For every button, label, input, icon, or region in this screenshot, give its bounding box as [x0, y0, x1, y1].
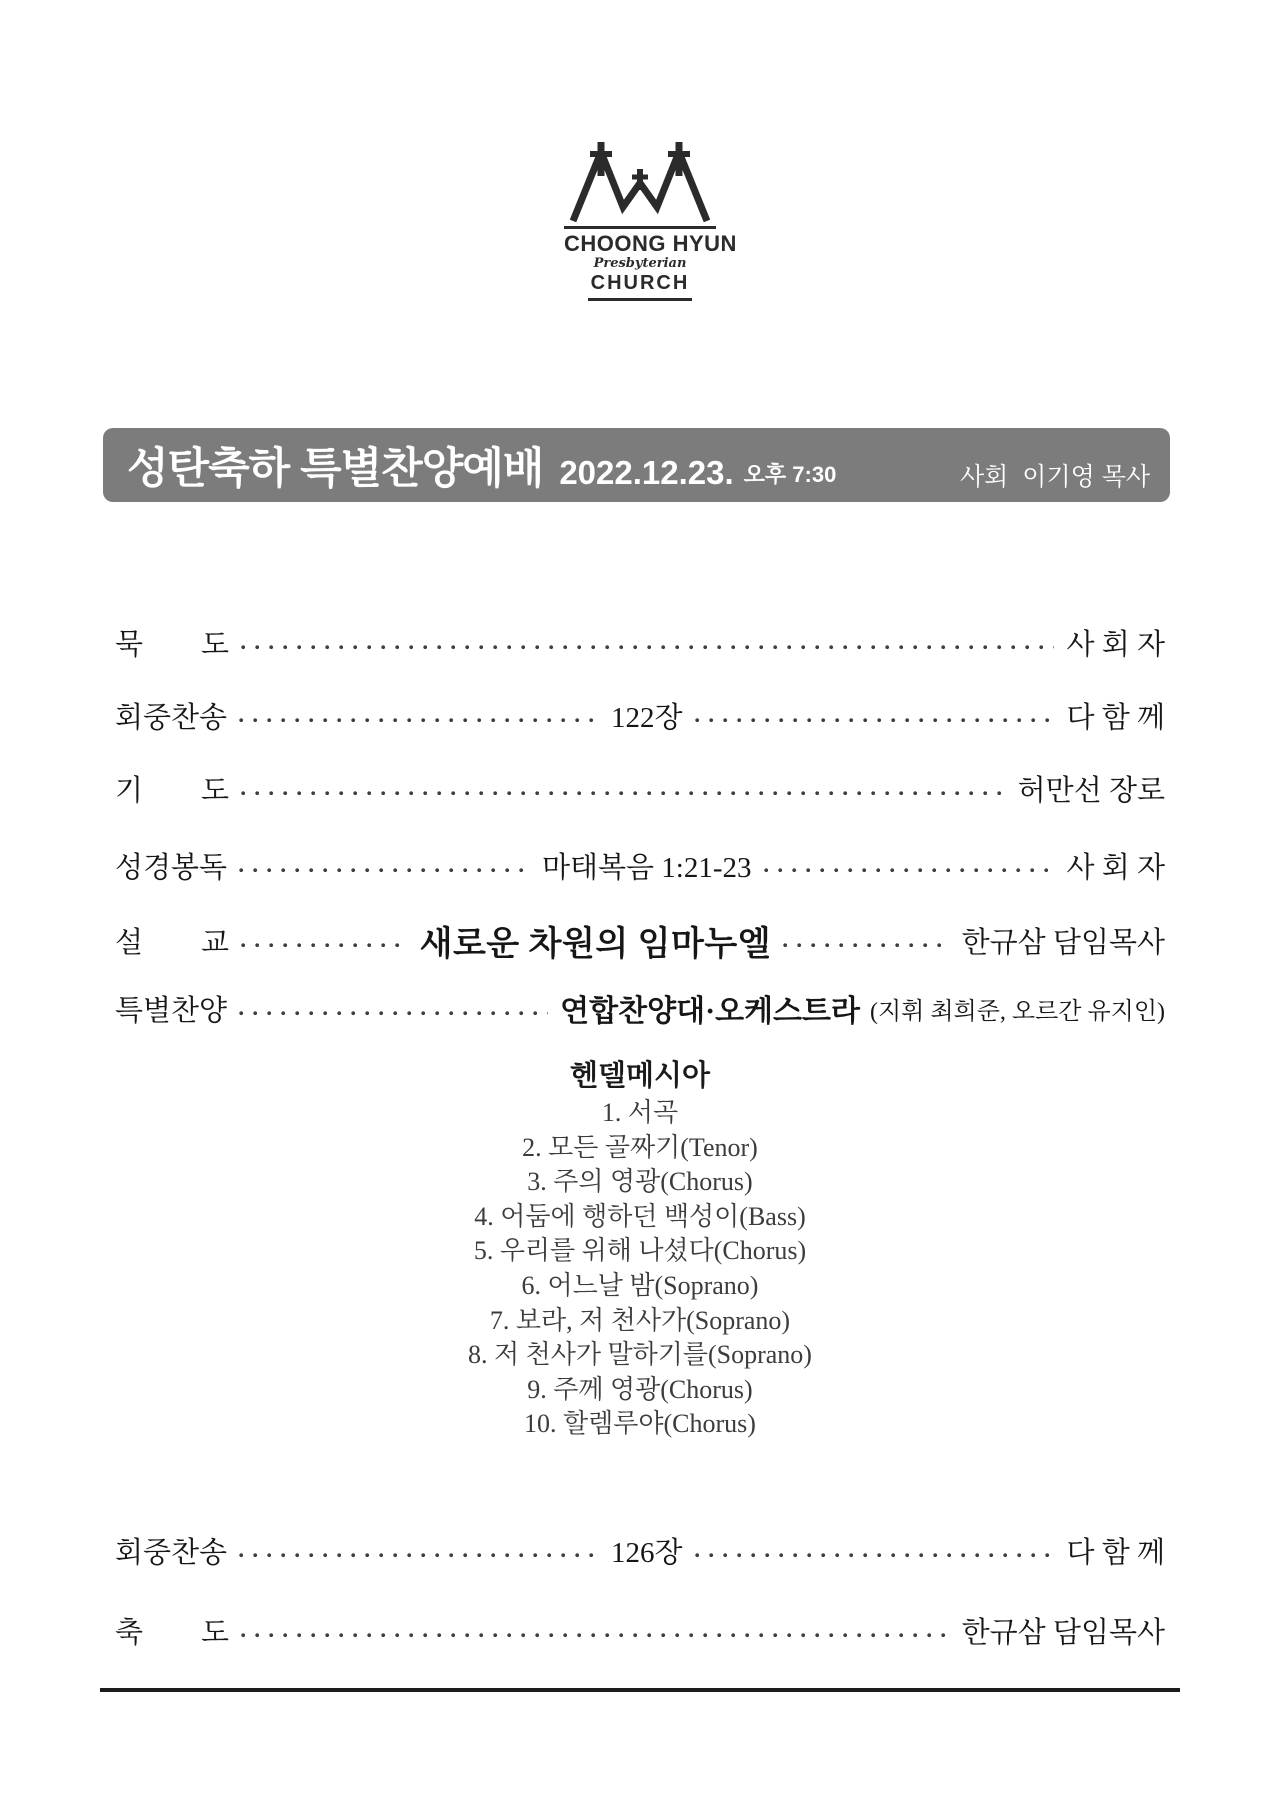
program-item-center: 연합찬양대·오케스트라	[560, 995, 860, 1028]
messiah-item: 6. 어느날 밤(Soprano)	[521, 1270, 759, 1300]
logo-denomination: Presbyterian	[593, 256, 687, 272]
program-item-center: 마태복음 1:21-23	[542, 851, 752, 884]
dot-leader	[241, 1633, 950, 1638]
dot-leader	[239, 1553, 599, 1558]
program-row-sermon	[115, 918, 1165, 962]
program-item-label: 회중찬송	[115, 1536, 228, 1569]
program-item-label: 회중찬송	[115, 701, 228, 734]
program-item-label: 설 교	[115, 926, 230, 959]
program-item-label: 성경봉독	[115, 851, 228, 884]
messiah-item: 8. 저 천사가 말하기를(Soprano)	[468, 1340, 812, 1370]
dot-leader	[241, 645, 1054, 650]
messiah-item: 1. 서곡	[601, 1098, 679, 1127]
messiah-item: 3. 주의 영광(Chorus)	[527, 1167, 753, 1197]
program-item-center: 122장	[611, 701, 683, 734]
dot-leader	[239, 1011, 548, 1016]
service-time: 오후 7:30	[743, 462, 837, 487]
logo-church-word: CHURCH	[590, 272, 690, 295]
dot-leader	[241, 943, 408, 948]
logo-rule-bottom	[588, 298, 692, 301]
messiah-item: 2. 모든 골짜기(Tenor)	[522, 1132, 758, 1162]
program-item-right: 사 회 자	[1066, 851, 1166, 884]
program-item-label: 특별찬양	[115, 994, 228, 1027]
program-row-scripture	[115, 845, 1165, 885]
messiah-item: 5. 우리를 위해 나셨다(Chorus)	[473, 1236, 807, 1266]
service-date: 2022.12.23.	[559, 454, 734, 491]
dot-leader	[764, 868, 1055, 873]
presider-label: 사회	[959, 463, 1009, 491]
program-row-special-music	[115, 988, 1165, 1028]
dot-leader	[241, 791, 1006, 796]
program-item-center: 새로운 차원의 임마누엘	[419, 925, 772, 963]
program-item-label: 묵 도	[115, 628, 230, 661]
program-item-right: 한규삼 담임목사	[961, 1616, 1165, 1649]
dot-leader	[695, 718, 1055, 723]
program-row-silent-prayer	[115, 622, 1165, 662]
presider-name: 이기영 목사	[1022, 463, 1150, 491]
messiah-section	[0, 1056, 1280, 1442]
dot-leader	[239, 868, 530, 873]
program-item-right: 허만선 장로	[1017, 774, 1165, 807]
program-item-right: 다 함 께	[1066, 701, 1165, 734]
dot-leader	[783, 943, 950, 948]
program-item-right: 다 함 께	[1066, 1536, 1165, 1569]
three-crosses-icon	[565, 142, 715, 222]
messiah-item: 10. 할렘루야(Chorus)	[524, 1409, 756, 1439]
dot-leader	[695, 1553, 1055, 1558]
program-row-hymn-122	[115, 695, 1165, 735]
messiah-item: 9. 주께 영광(Chorus)	[527, 1374, 753, 1404]
dot-leader	[239, 718, 599, 723]
messiah-list	[0, 1096, 1280, 1442]
logo-rule-top	[564, 226, 716, 229]
program-row-hymn-126	[115, 1530, 1165, 1570]
service-title: 성탄축하 특별찬양예배	[127, 445, 544, 493]
bottom-divider	[100, 1688, 1180, 1692]
program-item-label: 기 도	[115, 774, 230, 807]
program-row-benediction	[115, 1610, 1165, 1650]
program-item-center: 126장	[611, 1536, 683, 1569]
presider	[960, 465, 1150, 490]
messiah-item: 7. 보라, 저 천사가(Soprano)	[489, 1305, 791, 1335]
program-item-note: (지휘 최희준, 오르간 유지인)	[869, 998, 1165, 1025]
logo-church-name: CHOONG HYUN	[564, 231, 737, 256]
program-item-label: 축 도	[115, 1616, 230, 1649]
program-item-right: 사 회 자	[1066, 628, 1165, 661]
messiah-title: 헨델메시아	[569, 1060, 711, 1092]
service-title-bar	[103, 428, 1170, 502]
program-item-right: 한규삼 담임목사	[961, 926, 1165, 959]
messiah-item: 4. 어둠에 행하던 백성이(Bass)	[474, 1201, 806, 1231]
program-row-prayer	[115, 768, 1165, 808]
church-logo	[564, 142, 737, 301]
